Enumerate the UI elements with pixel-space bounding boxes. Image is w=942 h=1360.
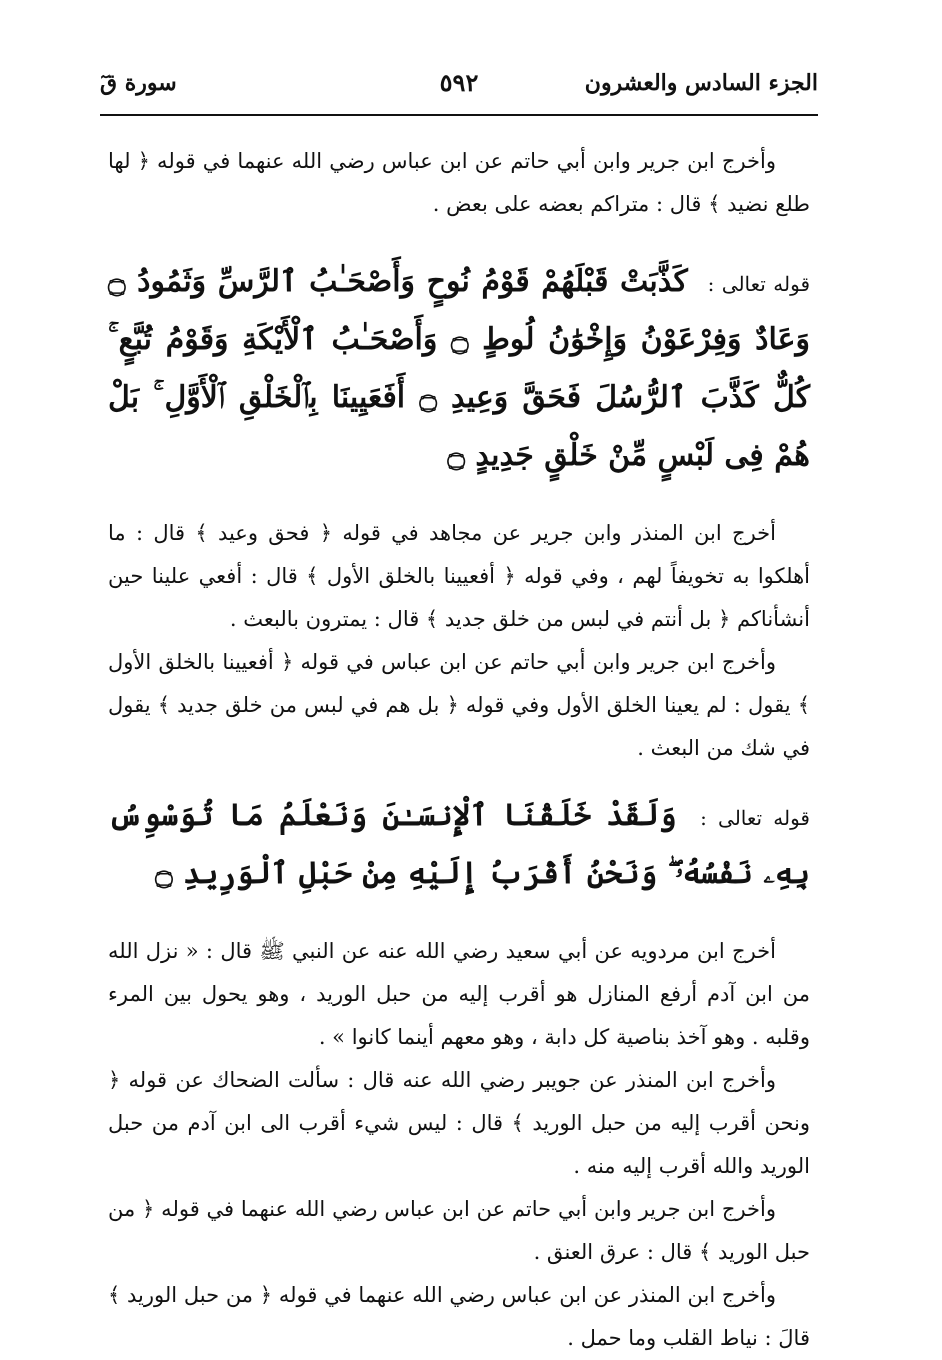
header-divider <box>100 114 818 116</box>
verse-intro: قوله تعالى : <box>700 806 810 830</box>
quran-verse-block <box>108 788 810 904</box>
page-header <box>100 62 818 112</box>
surah-name: سورة قٓ <box>100 70 177 96</box>
commentary-paragraph: وأخرج ابن جرير وابن أبي حاتم عن ابن عباس رضي الله عنهما في قوله ﴿ لها طلع نضيد ﴾ قال : متراكم بعضه على بعض . <box>108 149 810 216</box>
verse-intro: قوله تعالى : <box>707 272 811 296</box>
commentary-paragraph: أخرج ابن مردويه عن أبي سعيد رضي الله عنه عن النبي ﷺ قال : « نزل الله من ابن آدم أرفع المنازل هو أقرب إليه من حبل الوريد ، وهو يحول بين المرء وقلبه . وهو آخذ بناصية كل دابة ، وهو معهم أينما كانوا » . <box>108 939 810 1049</box>
book-part-title: الجزء السادس والعشرون <box>584 70 818 96</box>
commentary-paragraph: وأخرج ابن المنذر عن جويبر رضي الله عنه قال : سألت الضحاك عن قوله ﴿ ونحن أقرب إليه من حبل الوريد ﴾ قال : ليس شيء أقرب الى ابن آدم من حبل الوريد والله أقرب إليه منه . <box>108 1068 810 1178</box>
verse-text: كَذَّبَتْ قَبْلَهُمْ قَوْمُ نُوحٍ وَأَصْحَـٰبُ ٱلرَّسِّ وَثَمُودُ ۝ وَعَادٌ وَفِرْعَوْنُ وَإِخْوَٰنُ لُوطٍ ۝ وَأَصْحَـٰبُ ٱلْأَيْكَةِ وَقَوْمُ تُبَّعٍ ۚ كُلٌّ كَذَّبَ ٱلرُّسُلَ فَحَقَّ وَعِيدِ ۝ أَفَعَيِينَا بِٱلْخَلْقِ ٱلْأَوَّلِ ۚ بَلْ هُمْ فِى لَبْسٍ مِّنْ خَلْقٍ جَدِيدٍ ۝ <box>108 264 810 473</box>
page-number: ٥٩٢ <box>439 68 479 97</box>
commentary-paragraph: أخرج ابن المنذر وابن جرير عن مجاهد في قوله ﴿ فحق وعيد ﴾ قال : ما أهلكوا به تخويفاً لهم ، وفي قوله ﴿ أفعيينا بالخلق الأول ﴾ قال : أفعي علينا حين أنشأناكم ﴿ بل أنتم في لبس من خلق جديد ﴾ قال : يمترون بالبعث . <box>108 521 810 631</box>
commentary-paragraph: وأخرج ابن جرير وابن أبي حاتم عن ابن عباس رضي الله عنهما في قوله ﴿ من حبل الوريد ﴾ قال : عرق العنق . <box>108 1197 810 1264</box>
quran-verse-block <box>108 254 810 486</box>
page-body <box>108 140 810 1360</box>
commentary-paragraph: وأخرج ابن المنذر عن ابن عباس رضي الله عنهما في قوله ﴿ من حبل الوريد ﴾ قالَ : نياط القلب وما حمل . <box>108 1283 810 1350</box>
commentary-paragraph: وأخرج ابن جرير وابن أبي حاتم عن ابن عباس في قوله ﴿ أفعيينا بالخلق الأول ﴾ يقول : لم يعينا الخلق الأول وفي قوله ﴿ بل هم في لبس من خلق جديد ﴾ يقول في شك من البعث . <box>108 650 810 760</box>
verse-text: وَلَقَدْ خَلَقْنَا ٱلْإِنسَـٰنَ وَنَعْلَمُ مَا تُوَسْوِسُ بِهِۦ نَفْسُهُۥ ۖ وَنَحْنُ أَقْرَبُ إِلَيْهِ مِنْ حَبْلِ ٱلْوَرِيدِ ۝ <box>108 798 810 891</box>
